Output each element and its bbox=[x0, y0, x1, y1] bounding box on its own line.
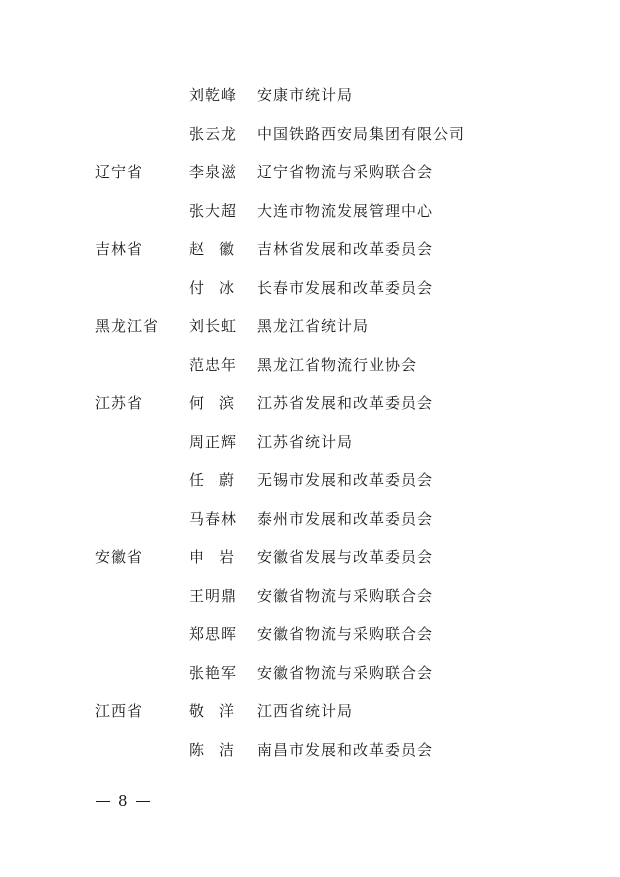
organization: 江苏省统计局 bbox=[257, 432, 354, 451]
list-row bbox=[0, 82, 620, 121]
organization: 南昌市发展和改革委员会 bbox=[257, 740, 434, 759]
list-row bbox=[0, 467, 620, 506]
list-row bbox=[0, 544, 620, 583]
list-row bbox=[0, 121, 620, 160]
page-number: 8 bbox=[118, 792, 128, 810]
person-name bbox=[189, 544, 235, 570]
person-name bbox=[189, 737, 235, 763]
organization: 黑龙江省统计局 bbox=[257, 317, 370, 335]
list-row bbox=[0, 737, 620, 776]
name-list bbox=[0, 82, 620, 775]
page-footer bbox=[96, 788, 150, 814]
name-char: 徽 bbox=[218, 240, 235, 258]
person-name: 周正辉 bbox=[189, 432, 238, 451]
name-char: 何 bbox=[189, 394, 206, 412]
name-char: 洁 bbox=[218, 740, 235, 759]
organization: 安徽省物流与采购联合会 bbox=[257, 586, 434, 605]
person-name: 王明鼎 bbox=[189, 586, 238, 605]
province-label: 吉林省 bbox=[95, 240, 144, 258]
name-char: 岩 bbox=[218, 548, 235, 566]
name-char: 滨 bbox=[218, 394, 235, 412]
organization: 黑龙江省物流行业协会 bbox=[257, 355, 418, 374]
organization: 中国铁路西安局集团有限公司 bbox=[257, 124, 466, 143]
person-name bbox=[189, 698, 235, 724]
province-label: 江西省 bbox=[95, 702, 144, 720]
province-label: 辽宁省 bbox=[95, 163, 144, 181]
organization: 江苏省发展和改革委员会 bbox=[257, 394, 434, 412]
person-name: 郑思晖 bbox=[189, 625, 238, 643]
name-char: 敬 bbox=[189, 702, 206, 720]
organization: 大连市物流发展管理中心 bbox=[257, 201, 434, 220]
list-row bbox=[0, 698, 620, 737]
list-row bbox=[0, 660, 620, 699]
name-char: 蔚 bbox=[218, 471, 235, 489]
organization: 辽宁省物流与采购联合会 bbox=[257, 163, 434, 181]
list-row bbox=[0, 236, 620, 275]
organization: 江西省统计局 bbox=[257, 702, 354, 720]
organization: 安徽省物流与采购联合会 bbox=[257, 625, 434, 643]
province-label: 江苏省 bbox=[95, 394, 144, 412]
person-name: 张大超 bbox=[189, 201, 238, 220]
province-label: 黑龙江省 bbox=[95, 317, 160, 335]
footer-dash-right bbox=[136, 801, 150, 802]
person-name: 刘长虹 bbox=[189, 317, 238, 335]
footer-dash-left bbox=[96, 801, 110, 802]
list-row bbox=[0, 275, 620, 314]
organization: 长春市发展和改革委员会 bbox=[257, 278, 434, 297]
person-name bbox=[189, 390, 235, 416]
person-name: 李泉滋 bbox=[189, 163, 238, 181]
name-char: 冰 bbox=[218, 278, 235, 297]
name-char: 申 bbox=[189, 548, 206, 566]
list-row bbox=[0, 506, 620, 545]
person-name: 马春林 bbox=[189, 509, 238, 528]
organization: 安徽省发展与改革委员会 bbox=[257, 548, 434, 566]
organization: 泰州市发展和改革委员会 bbox=[257, 509, 434, 528]
province-label: 安徽省 bbox=[95, 548, 144, 566]
name-char: 赵 bbox=[189, 240, 206, 258]
person-name: 范忠年 bbox=[189, 355, 238, 374]
person-name: 刘乾峰 bbox=[189, 86, 238, 104]
list-row bbox=[0, 390, 620, 429]
list-row bbox=[0, 352, 620, 391]
person-name bbox=[189, 236, 235, 262]
name-char: 陈 bbox=[189, 740, 206, 759]
person-name bbox=[189, 467, 235, 493]
name-char: 任 bbox=[189, 471, 206, 489]
list-row bbox=[0, 313, 620, 352]
list-row bbox=[0, 583, 620, 622]
organization: 无锡市发展和改革委员会 bbox=[257, 471, 434, 489]
person-name: 张云龙 bbox=[189, 124, 238, 143]
organization: 安徽省物流与采购联合会 bbox=[257, 663, 434, 682]
list-row bbox=[0, 198, 620, 237]
list-row bbox=[0, 621, 620, 660]
organization: 吉林省发展和改革委员会 bbox=[257, 240, 434, 258]
list-row bbox=[0, 159, 620, 198]
name-char: 洋 bbox=[218, 702, 235, 720]
name-char: 付 bbox=[189, 278, 206, 297]
person-name: 张艳军 bbox=[189, 663, 238, 682]
list-row bbox=[0, 429, 620, 468]
person-name bbox=[189, 275, 235, 301]
organization: 安康市统计局 bbox=[257, 86, 354, 104]
